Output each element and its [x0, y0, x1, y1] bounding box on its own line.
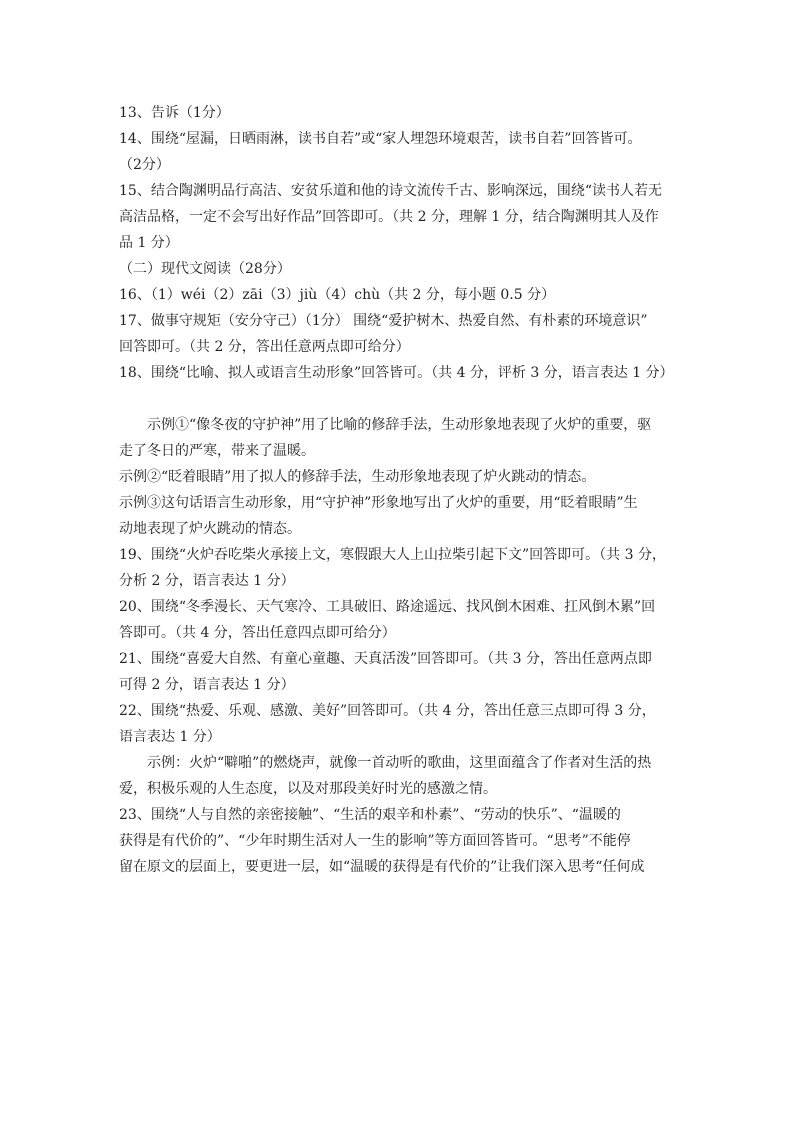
answer-key-text: [119, 100, 679, 880]
answer-19: 19、围绕“火炉吞吃柴火承接上文，寒假跟大人上山拉柴引起下文”回答即可。（共 3 分，: [119, 547, 666, 563]
example-18-3: 示例③这句话语言生动形象，用“守护神”形象地写出了火炉的重要，用“眨着眼睛”生: [119, 495, 638, 511]
answer-17: 17、做事守规矩（安分守己）（1分） 围绕“爱护树木、热爱自然、有朴素的环境意识”: [119, 313, 648, 329]
blank-line: [119, 386, 679, 412]
answer-14: 14、围绕“屋漏，日晒雨淋，读书自若”或“家人埋怨环境艰苦，读书自若”回答皆可。: [119, 131, 642, 147]
answer-13: 13、告诉（1分）: [119, 105, 230, 121]
answer-20-cont: 答即可。（共 4 分，答出任意四点即可给分）: [119, 625, 396, 641]
answer-20: 20、围绕“冬季漫长、天气寒冷、工具破旧、路途遥远、找风倒木困难、扛风倒木累”回: [119, 599, 656, 615]
answer-23: 23、围绕“人与自然的亲密接触”、“生活的艰辛和朴素”、“劳动的快乐”、“温暖的: [119, 807, 621, 823]
example-18-1: 示例①“像冬夜的守护神”用了比喻的修辞手法，生动形象地表现了火炉的重要，驱: [147, 417, 652, 433]
answer-22-cont: 语言表达 1 分）: [119, 729, 221, 745]
example-18-2: 示例②“眨着眼睛”用了拟人的修辞手法，生动形象地表现了炉火跳动的情态。: [119, 469, 596, 485]
answer-22: 22、围绕“热爱、乐观、感激、美好”回答即可。（共 4 分，答出任意三点即可得 3 分，: [119, 703, 656, 719]
example-18-1-cont: 走了冬日的严寒，带来了温暖。: [119, 443, 315, 459]
example-18-3-cont: 动地表现了炉火跳动的情态。: [119, 521, 301, 537]
answer-18: 18、围绕“比喻、拟人或语言生动形象”回答皆可。（共 4 分，评析 3 分，语言表达 1 分）: [119, 365, 674, 381]
answer-17-cont: 回答即可。（共 2 分，答出任意两点即可给分）: [119, 339, 410, 355]
answer-15-score: 品 1 分）: [119, 235, 179, 251]
section-heading-modern-reading: （二）现代文阅读（28分）: [119, 261, 291, 277]
answer-21-cont: 可得 2 分，语言表达 1 分）: [119, 677, 295, 693]
answer-15: 15、结合陶渊明品行高洁、安贫乐道和他的诗文流传千古、影响深远，围绕“读书人若无: [119, 183, 662, 199]
answer-23-cont-1: 获得是有代价的”、“少年时期生活对人一生的影响”等方面回答皆可。“思考”不能停: [119, 833, 631, 849]
answer-23-cont-2: 留在原文的层面上，要更进一层，如“温暖的获得是有代价的”让我们深入思考“任何成: [119, 859, 645, 875]
answer-19-cont: 分析 2 分，语言表达 1 分）: [119, 573, 295, 589]
answer-16: 16、（1）wéi（2）zāi（3）jiù（4）chù（共 2 分，每小题 0.5 分）: [119, 287, 556, 303]
answer-21: 21、围绕“喜爱大自然、有童心童趣、天真活泼”回答即可。（共 3 分，答出任意两点即: [119, 651, 652, 667]
answer-15-cont: 高洁品格，一定不会写出好作品”回答即可。（共 2 分，理解 1 分，结合陶渊明其人及作: [119, 209, 659, 225]
example-22: 示例：火炉“噼啪”的燃烧声，就像一首动听的歌曲，这里面蕴含了作者对生活的热: [147, 755, 652, 771]
example-22-cont: 爱，积极乐观的人生态度，以及对那段美好时光的感激之情。: [119, 781, 497, 797]
answer-14-score: （2分）: [119, 157, 170, 173]
